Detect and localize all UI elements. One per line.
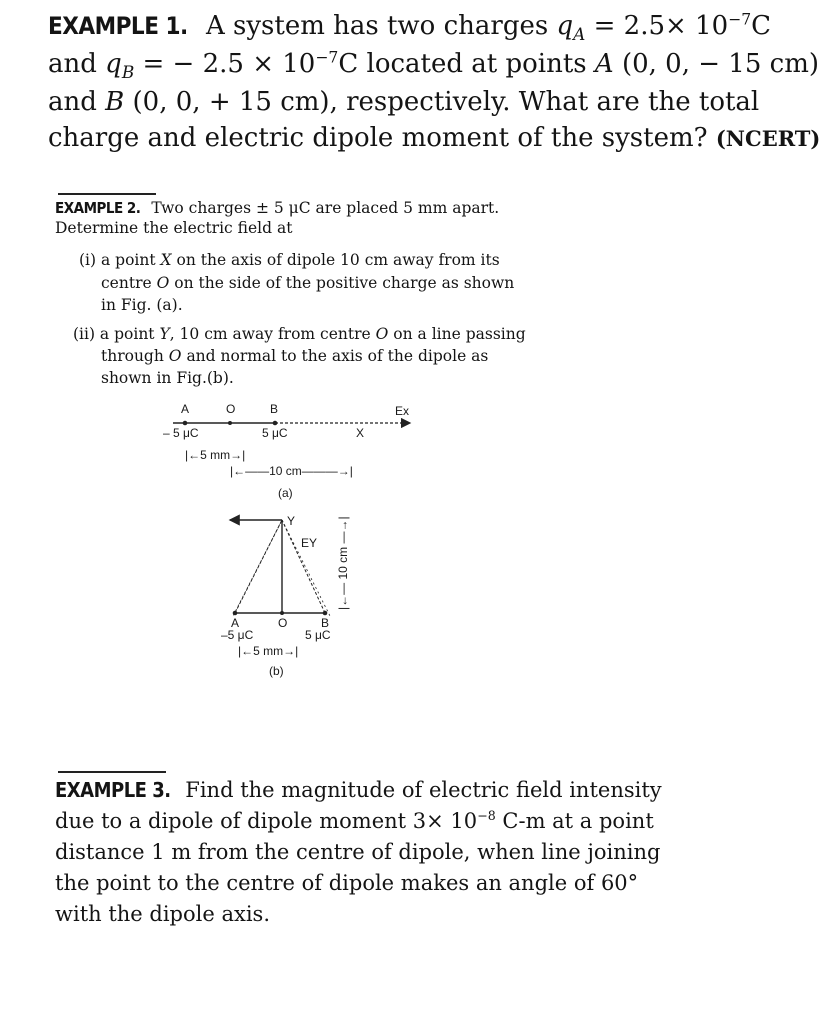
label-a: A [181,402,190,416]
label-x: X [356,426,365,440]
example-3-line-3: distance 1 m from the centre of dipole, when line joining [55,840,661,864]
example-3-line-1: EXAMPLE 3. Find the magnitude of electric field intensity [55,778,662,802]
label-o: O [226,402,236,416]
example-3-line-4: the point to the centre of dipole makes an angle of 60° [55,871,639,895]
label-b-b: B [321,616,330,630]
charge-b-dot [273,421,278,426]
figure-a [163,402,410,500]
dipole-figures [115,395,435,695]
dipole-diagram [115,395,435,695]
caption-a: (a) [278,486,293,500]
figure-b [221,514,350,678]
example-2-line-1: EXAMPLE 2. Two charges ± 5 μC are placed 5 mm apart. [55,199,500,217]
example-2-item-1-line-2: centre O on the side of the positive charge as shown [101,274,515,292]
charge-pos-label-b: 5 μC [305,628,331,642]
line-b-to-y [282,520,325,613]
example-2-item-2-line-1: (ii) a point Y, 10 cm away from centre O on a line passing [73,325,526,343]
example-1-line-3: and B (0, 0, + 15 cm), respectively. What are the total [48,87,760,117]
example-2-line-2: Determine the electric field at [55,219,293,237]
dim-10cm: |←——10 cm———→| [230,464,353,478]
example-2-item-2-line-3: shown in Fig.(b). [101,369,234,387]
charge-a-dot [183,421,188,426]
label-ey: EY [301,536,318,550]
label-ex: Ex [395,404,410,418]
dim-10cm-b: |←— 10 cm —→| [336,516,350,610]
label-a-b: A [231,616,240,630]
field-eb-line [282,520,330,616]
charge-neg-label-b: –5 μC [221,628,254,642]
example-3-tag: EXAMPLE 3. [55,778,171,802]
label-o-b: O [278,616,288,630]
charge-neg-label: – 5 μC [163,426,199,440]
divider-rule-2 [58,771,166,773]
dim-5mm-b: |←5 mm→| [238,644,299,658]
example-2-tag: EXAMPLE 2. [55,199,141,217]
example-3-line-5: with the dipole axis. [55,902,270,926]
source-ncert: (NCERT) [715,126,820,151]
example-1-line-1: EXAMPLE 1. A system has two charges $q_A = 2.5\times 10^{-7}C$ [48,10,772,45]
center-o-dot-b [280,611,284,615]
example-2-item-1-line-3: in Fig. (a). [101,296,183,314]
caption-b: (b) [269,664,284,678]
center-o-dot [228,421,232,425]
example-1-tag: EXAMPLE 1. [48,12,188,40]
example-2-item-1-line-1: (i) a point X on the axis of dipole 10 cm away from its [79,251,500,269]
example-1-line-2: and $q_B$ = − $2.5 \times 10^{-7}C$ located at points A (0, 0, − 15 cm) [48,48,820,83]
example-2-item-2-line-2: through O and normal to the axis of the dipole as [101,347,489,365]
charge-pos-label: 5 μC [262,426,288,440]
label-y: Y [287,514,296,528]
charge-b-dot-b [323,611,328,616]
dim-5mm: |←5 mm→| [185,448,246,462]
example-3-line-2: due to a dipole of dipole moment $3\times 10^{-8}$ C-m at a point [55,808,654,833]
charge-a-dot-b [233,611,238,616]
example-1-line-4: charge and electric dipole moment of the system? (NCERT) [48,123,820,153]
divider-rule [58,193,156,195]
label-b: B [270,402,279,416]
